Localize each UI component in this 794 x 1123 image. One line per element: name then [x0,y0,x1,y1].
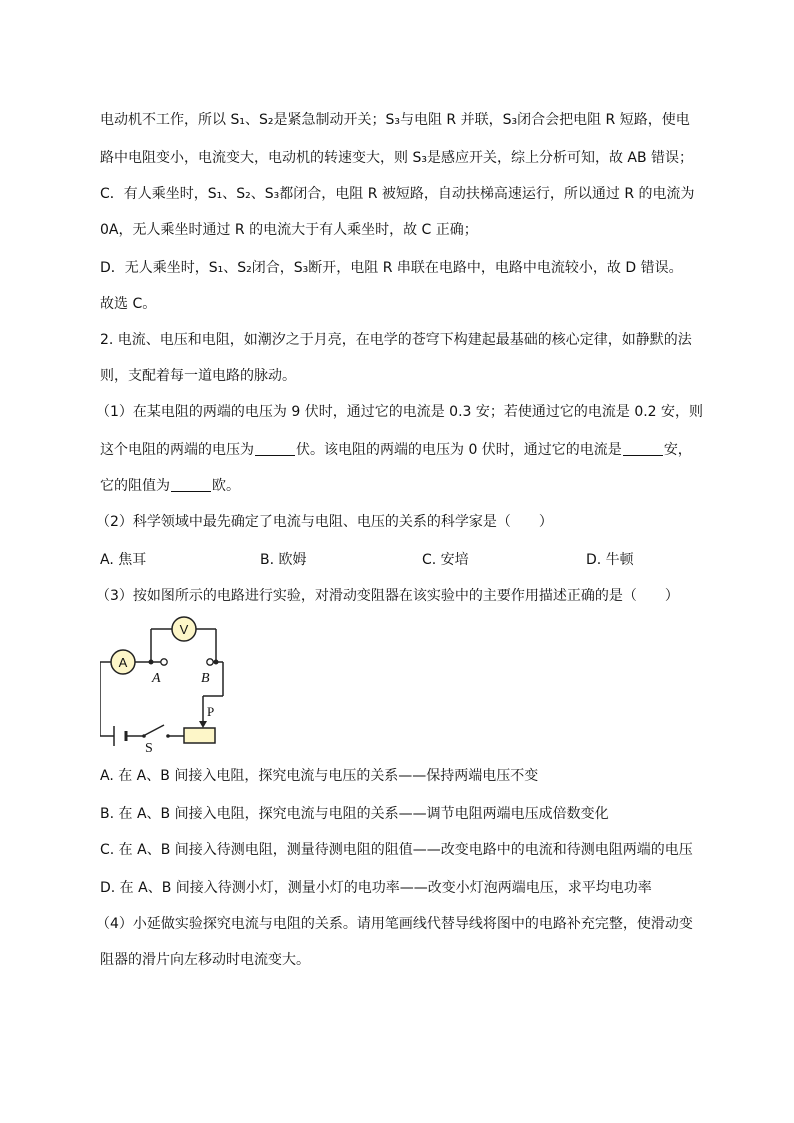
option-b[interactable]: B. 欧姆 [260,552,307,568]
switch-symbol[interactable] [142,725,170,752]
terminal-b[interactable] [201,659,219,686]
slider-label: P [207,704,215,719]
part-1-line-1: （1）在某电阻的两端的电压为 9 伏时，通过它的电流是 0.3 安；若使通过它的电流是 0.2 安，则 [96,404,704,420]
part-1-line-3 [100,476,240,496]
voltmeter-label: V [179,622,189,637]
rheostat-symbol[interactable] [184,696,215,743]
part-1-text-c: 安， [663,442,692,458]
solution-conclusion: 故选 C。 [100,296,157,312]
answer-blank-resistance[interactable] [171,477,211,492]
ammeter-symbol [111,650,135,674]
option-a[interactable]: A. 焦耳 [100,552,147,568]
part-1-text-b: 伏。该电阻的两端的电压为 0 伏时，通过它的电流是 [296,442,622,458]
part-3-option-d[interactable]: D. 在 A、B 间接入待测小灯，测量小灯的电功率——改变小灯泡两端电压，求平均电功率 [100,880,652,896]
circuit-diagram [100,612,230,752]
solution-line-3: C．有人乘坐时，S₁、S₂、S₃都闭合，电阻 R 被短路，自动扶梯高速运行，所以通过 R 的电流为 [100,186,695,202]
switch-label: S [145,741,153,752]
part-1-text-e: 欧。 [212,478,240,494]
question-2-intro-2: 则，支配着每一道电路的脉动。 [100,368,296,384]
part-1-text-a: 这个电阻的两端的电压为 [100,442,254,458]
option-c[interactable]: C. 安培 [422,552,469,568]
part-1-line-2 [100,440,692,460]
solution-line-1: 电动机不工作，所以 S₁、S₂是紧急制动开关；S₃与电阻 R 并联，S₃闭合会把电阻 R 短路，使电 [100,112,690,128]
answer-blank-voltage[interactable] [255,441,295,456]
part-2-stem: （2）科学领域中最先确定了电流与电阻、电压的关系的科学家是（ ） [96,514,553,530]
voltmeter-symbol [172,617,196,641]
question-2-intro-1: 2. 电流、电压和电阻，如潮汐之于月亮，在电学的苍穹下构建起最基础的核心定律，如静默的法 [100,332,692,348]
solution-line-4: 0A，无人乘坐时通过 R 的电流大于有人乘坐时，故 C 正确； [100,222,478,238]
part-4-line-1: （4）小延做实验探究电流与电阻的关系。请用笔画线代替导线将图中的电路补充完整，使滑动变 [96,916,693,932]
part-4-line-2: 阻器的滑片向左移动时电流变大。 [100,952,310,968]
terminal-a-label: A [152,671,161,686]
part-3-option-c[interactable]: C. 在 A、B 间接入待测电阻，测量待测电阻的阻值——改变电路中的电流和待测电阻两端的电压 [100,842,693,858]
answer-blank-current[interactable] [623,441,663,456]
ammeter-label: A [118,655,128,670]
battery-symbol [114,726,126,746]
part-2-options [100,550,700,570]
terminal-b-label: B [201,671,210,686]
part-3-stem: （3）按如图所示的电路进行实验，对滑动变阻器在该实验中的主要作用描述正确的是（ ） [96,588,679,604]
solution-line-5: D．无人乘坐时，S₁、S₂闭合，S₃断开，电阻 R 串联在电路中，电路中电流较小，故 D 错误。 [100,260,683,276]
option-d[interactable]: D. 牛顿 [586,552,634,568]
part-1-text-d: 它的阻值为 [100,478,170,494]
part-3-option-a[interactable]: A. 在 A、B 间接入电阻，探究电流与电压的关系——保持两端电压不变 [100,768,539,784]
part-3-option-b[interactable]: B. 在 A、B 间接入电阻，探究电流与电阻的关系——调节电阻两端电压成倍数变化 [100,806,609,822]
slider-arrow-icon [199,721,207,728]
terminal-a[interactable] [149,659,168,686]
solution-line-2: 路中电阻变小，电流变大，电动机的转速变大，则 S₃是感应开关，综上分析可知，故 AB 错误； [100,150,694,166]
